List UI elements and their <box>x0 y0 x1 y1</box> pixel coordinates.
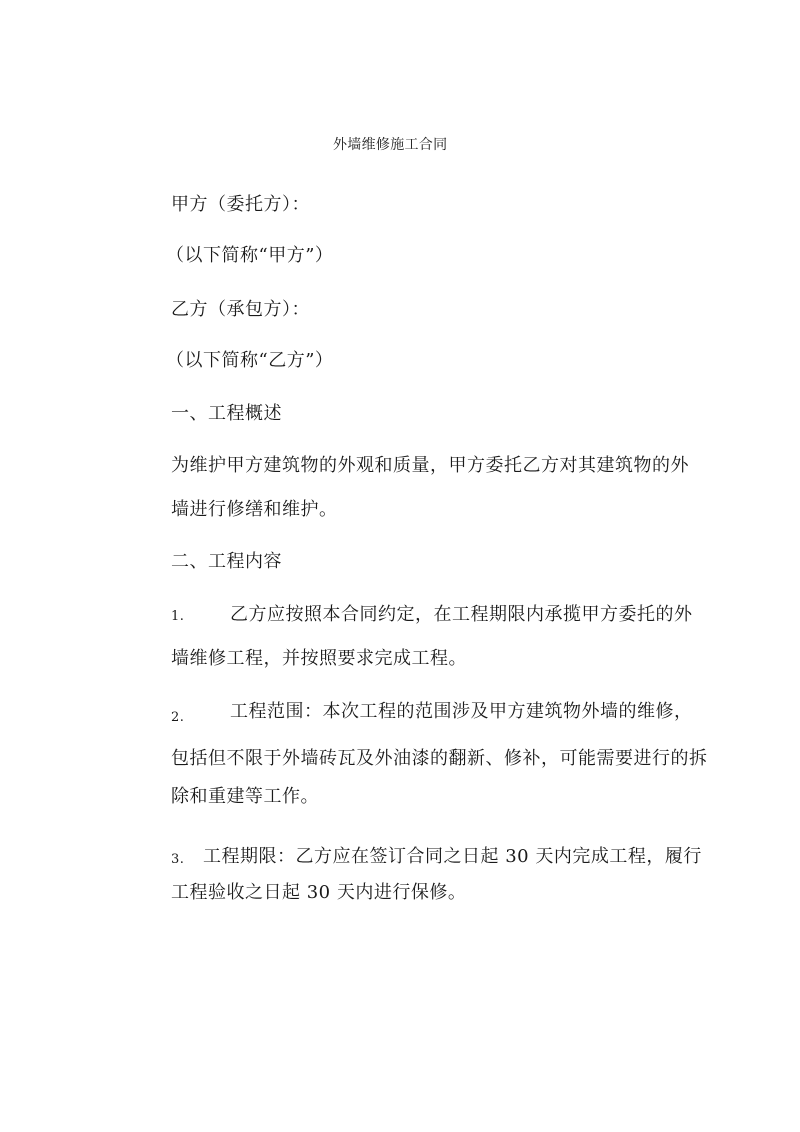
section-1-text-line-2: 墙进行修缮和维护。 <box>171 499 338 520</box>
item-2-text-line-2: 包括但不限于外墙砖瓦及外油漆的翻新、修补，可能需要进行的拆 <box>171 748 708 769</box>
section-1-text-line-1: 为维护甲方建筑物的外观和质量，甲方委托乙方对其建筑物的外 <box>171 455 689 476</box>
section-1-heading: 一、工程概述 <box>171 403 282 424</box>
item-2-number: 2. <box>171 710 185 725</box>
section-2-heading: 二、工程内容 <box>171 551 282 572</box>
item-2-text-line-3: 除和重建等工作。 <box>171 786 319 807</box>
item-3-text-line-2: 工程验收之日起 30 天内进行保修。 <box>171 882 467 903</box>
item-3-number: 3. <box>171 852 185 867</box>
party-b-abbreviation: （以下简称“乙方”） <box>166 350 334 371</box>
item-1-text-line-1: 乙方应按照本合同约定，在工程期限内承揽甲方委托的外 <box>230 604 693 625</box>
party-a-label: 甲方（委托方）： <box>171 194 310 215</box>
item-2-text-line-1: 工程范围：本次工程的范围涉及甲方建筑物外墙的维修， <box>230 701 693 722</box>
party-a-abbreviation: （以下简称“甲方”） <box>166 245 334 266</box>
item-1-number: 1. <box>171 609 185 624</box>
document-title: 外墙维修施工合同 <box>333 137 448 153</box>
party-b-label: 乙方（承包方）： <box>171 299 310 320</box>
item-1-text-line-2: 墙维修工程，并按照要求完成工程。 <box>171 648 467 669</box>
item-3-text-line-1: 工程期限：乙方应在签订合同之日起 30 天内完成工程，履行 <box>203 846 702 867</box>
